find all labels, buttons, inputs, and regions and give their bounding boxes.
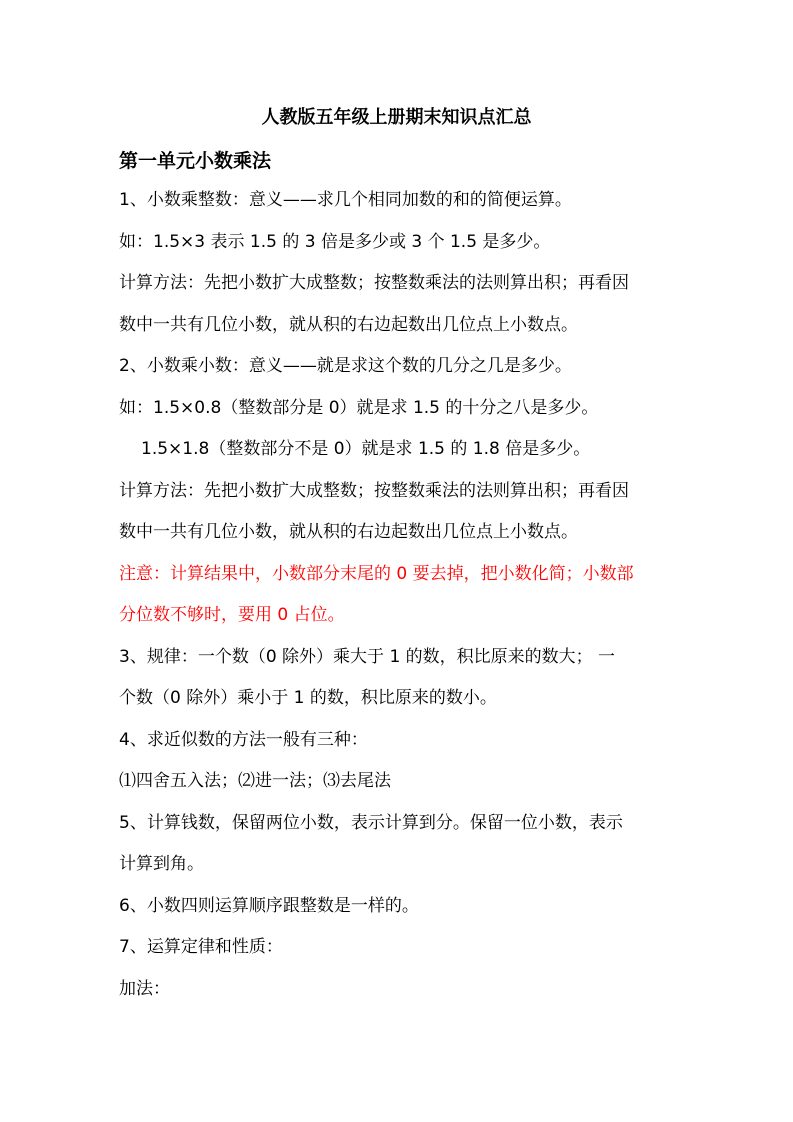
section-heading: 第一单元小数乘法 bbox=[119, 150, 272, 172]
point-2-definition: 2、小数乘小数：意义——就是求这个数的几分之几是多少。 bbox=[119, 356, 572, 376]
point-3-rule-continued: 个数（0 除外）乘小于 1 的数，积比原来的数小。 bbox=[119, 688, 497, 708]
method-line-continued: 数中一共有几位小数，就从积的右边起数出几位点上小数点。 bbox=[119, 522, 578, 542]
method-line: 计算方法：先把小数扩大成整数；按整数乘法的法则算出积；再看因 bbox=[119, 273, 629, 293]
document-title: 人教版五年级上册期末知识点汇总 bbox=[261, 107, 532, 128]
note-line: 注意：计算结果中，小数部分末尾的 0 要去掉，把小数化简；小数部 bbox=[119, 563, 634, 584]
example-line: 如：1.5×3 表示 1.5 的 3 倍是多少或 3 个 1.5 是多少。 bbox=[119, 231, 551, 252]
point-5-money: 5、计算钱数，保留两位小数，表示计算到分。保留一位小数，表示 bbox=[119, 812, 623, 833]
point-3-rule: 3、规律：一个数（0 除外）乘大于 1 的数，积比原来的数大； 一 bbox=[119, 646, 616, 667]
document-body bbox=[119, 180, 675, 1010]
note-line-continued: 分位数不够时，要用 0 占位。 bbox=[119, 605, 345, 625]
method-line-continued: 数中一共有几位小数，就从积的右边起数出几位点上小数点。 bbox=[119, 314, 578, 335]
addition-label: 加法： bbox=[119, 978, 170, 999]
point-6-order: 6、小数四则运算顺序跟整数是一样的。 bbox=[119, 895, 419, 916]
method-line: 计算方法：先把小数扩大成整数；按整数乘法的法则算出积；再看因 bbox=[119, 480, 629, 501]
example-line-indented: 1.5×1.8（整数部分不是 0）就是求 1.5 的 1.8 倍是多少。 bbox=[141, 439, 591, 459]
point-4-approximation: 4、求近似数的方法一般有三种： bbox=[119, 729, 368, 750]
point-7-laws: 7、运算定律和性质： bbox=[119, 937, 283, 957]
point-5-money-continued: 计算到角。 bbox=[119, 854, 204, 874]
approximation-methods: ⑴四舍五入法；⑵进一法；⑶去尾法 bbox=[119, 771, 391, 791]
example-line: 如：1.5×0.8（整数部分是 0）就是求 1.5 的十分之八是多少。 bbox=[119, 397, 599, 418]
point-1-definition: 1、小数乘整数：意义——求几个相同加数的和的简便运算。 bbox=[119, 190, 572, 210]
